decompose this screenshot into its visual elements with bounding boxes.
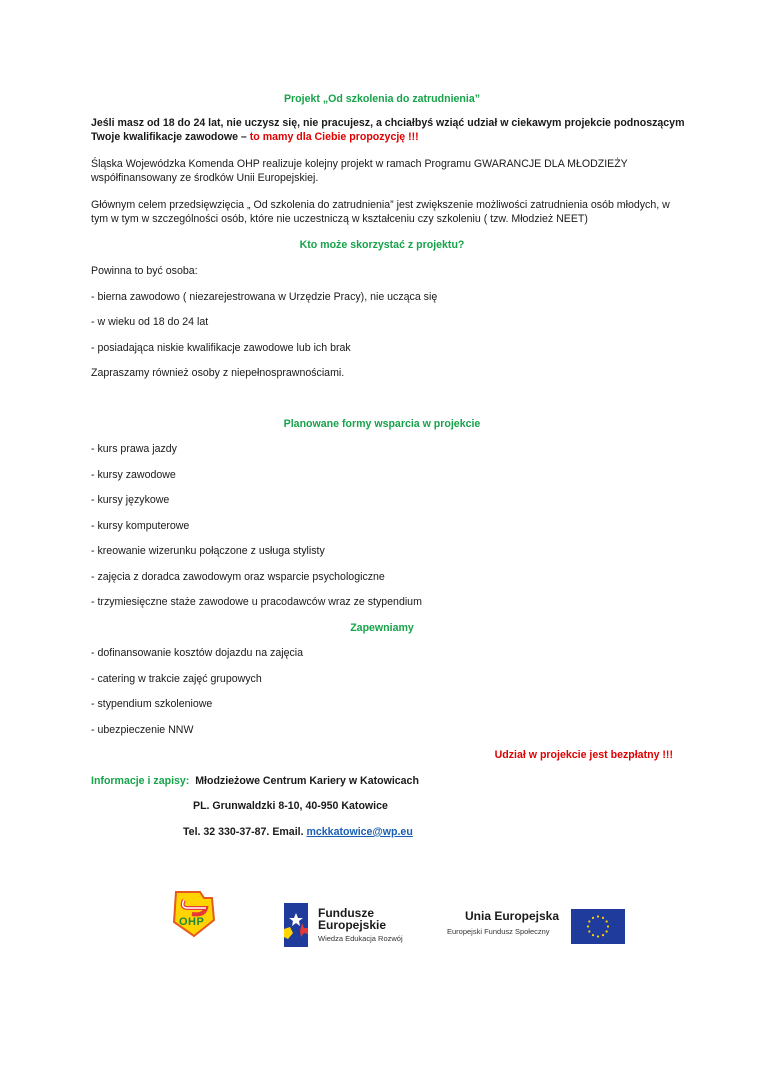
support-item: - kursy komputerowe: [91, 520, 190, 532]
eu-star-icon: [597, 935, 599, 937]
intro-line-2-red: to mamy dla Ciebie propozycję !!!: [249, 131, 419, 143]
eu-flag-icon: [571, 909, 625, 944]
provide-item: - dofinansowanie kosztów dojazdu na zajęcia: [91, 647, 304, 659]
eu-star-icon: [592, 917, 594, 919]
contact-org: Młodzieżowe Centrum Kariery w Katowicach: [195, 775, 419, 787]
para1-line-1: Śląska Wojewódzka Komenda OHP realizuje kolejny projekt w ramach Programu GWARANCJE DLA MŁODZIEŻY: [91, 158, 628, 170]
eu-star-icon: [587, 925, 589, 927]
who-heading: Kto może skorzystać z projektu?: [299, 239, 465, 251]
eu-star-icon: [592, 934, 594, 936]
contact-label: Informacje i zapisy:: [91, 775, 190, 787]
intro-line-2-black: Twoje kwalifikacje zawodowe –: [91, 131, 250, 143]
email-link[interactable]: mckkatowice@wp.eu: [306, 826, 413, 838]
contact-line-3: [183, 826, 413, 839]
contact-phone: Tel. 32 330-37-87. Email.: [183, 826, 304, 838]
eu-star-icon: [606, 920, 608, 922]
fe-title-line-2: Europejskie: [318, 918, 387, 932]
ohp-logo: [170, 886, 218, 938]
support-heading: Planowane formy wsparcia w projekcie: [283, 418, 481, 430]
fe-title-line-1: Fundusze: [318, 906, 374, 920]
who-item: - posiadająca niskie kwalifikacje zawodowe lub ich brak: [91, 342, 351, 354]
provide-heading: Zapewniamy: [350, 622, 414, 634]
contact-line-1: [91, 775, 419, 788]
support-item: - trzymiesięczne staże zawodowe u pracodawców wraz ze stypendium: [91, 596, 422, 608]
ohp-logo-text: OHP: [179, 916, 205, 928]
intro-line-1: Jeśli masz od 18 do 24 lat, nie uczysz się, nie pracujesz, a chciałbyś wziąć udział w ciekawym projekcie podnoszącym: [91, 117, 685, 129]
eu-star-icon: [602, 934, 604, 936]
who-invite: Zapraszamy również osoby z niepełnosprawnościami.: [91, 367, 345, 379]
para2-line-2: tym w tym w szczególności osób, które nie uczestniczą w kształceniu czy szkoleniu ( tzw. Młodzież NEET): [91, 213, 588, 225]
intro-line-2: [91, 131, 419, 144]
support-item: - zajęcia z doradca zawodowym oraz wsparcie psychologiczne: [91, 571, 385, 583]
support-item: - kursy zawodowe: [91, 469, 176, 481]
para1-line-2: współfinansowany ze środków Unii Europejskiej.: [91, 172, 319, 184]
ue-title: Unia Europejska: [465, 909, 560, 923]
eu-star-icon: [606, 930, 608, 932]
provide-item: - catering w trakcie zajęć grupowych: [91, 673, 262, 685]
support-item: - kursy językowe: [91, 494, 170, 506]
provide-item: - stypendium szkoleniowe: [91, 698, 213, 710]
para2-line-1: Głównym celem przedsięwzięcia „ Od szkolenia do zatrudnienia” jest zwiększenie możliwości zatrudnienia osób młodych, w: [91, 199, 670, 211]
who-lead: Powinna to być osoba:: [91, 265, 198, 277]
support-item: - kreowanie wizerunku połączone z usługa stylisty: [91, 545, 325, 557]
contact-address: PL. Grunwaldzki 8-10, 40-950 Katowice: [193, 800, 388, 812]
eu-star-icon: [588, 930, 590, 932]
eu-star-icon: [597, 915, 599, 917]
eu-star-icon: [602, 917, 604, 919]
eu-star-icon: [607, 925, 609, 927]
ohp-shield-icon: [170, 886, 218, 938]
eu-star-icon: [588, 920, 590, 922]
who-item: - bierna zawodowo ( niezarejestrowana w Urzędzie Pracy), nie ucząca się: [91, 291, 438, 303]
fundusze-europejskie-flag-icon: [284, 903, 308, 947]
fe-subtitle: Wiedza Edukacja Rozwój: [318, 934, 403, 943]
free-participation-note: Udział w projekcie jest bezpłatny !!!: [494, 749, 673, 761]
who-item: - w wieku od 18 do 24 lat: [91, 316, 209, 328]
support-item: - kurs prawa jazdy: [91, 443, 177, 455]
provide-item: - ubezpieczenie NNW: [91, 724, 194, 736]
document-title: Projekt „Od szkolenia do zatrudnienia”: [283, 93, 481, 105]
ue-subtitle: Europejski Fundusz Społeczny: [447, 927, 550, 936]
